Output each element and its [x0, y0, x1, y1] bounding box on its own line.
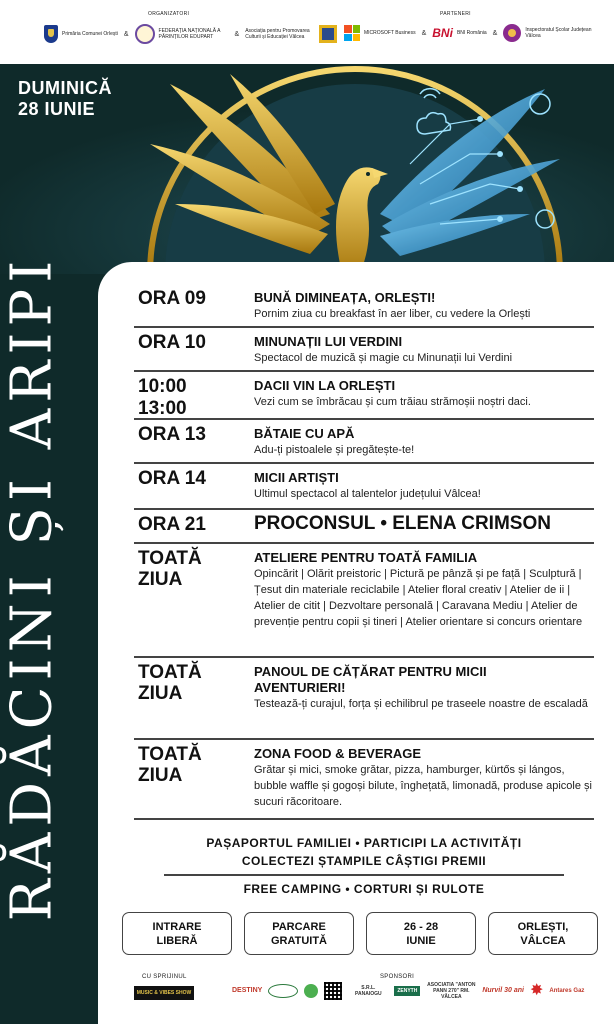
schedule-row — [134, 544, 594, 658]
star-icon: ✸ — [529, 982, 544, 999]
row-time: ORA 10 — [138, 332, 206, 353]
partner-name: BNI România — [456, 30, 487, 36]
schedule-row — [134, 740, 594, 820]
partner-name: MICROSOFT Business — [364, 30, 416, 36]
support-label: CU SPRIJINUL — [142, 974, 187, 980]
organizer-name: Primăria Comunei Orlești — [62, 31, 118, 37]
row-desc: Pornim ziua cu breakfast în aer liber, cu vedere la Orlești — [254, 308, 531, 320]
row-time: 10:00 13:00 — [138, 376, 187, 419]
info-box-dates: 26 - 28 IUNIE — [366, 912, 476, 955]
row-time: TOATĂ ZIUA — [138, 548, 202, 590]
isj-icon — [503, 24, 521, 42]
promo-line: COLECTEZI ȘTAMPILE CÂȘTIGI PREMII — [241, 854, 487, 868]
row-time: ORA 09 — [138, 288, 206, 309]
ampersand: & — [123, 30, 129, 38]
partners-label: PARTENERI — [440, 11, 471, 17]
row-desc: Adu-ți pistoalele și pregătește-te! — [254, 444, 415, 456]
sponsor-anton-pann-logo: ASOCIATIA "ANTON PANN 270" RM. VÂLCEA — [427, 982, 476, 1000]
partner-bni — [432, 26, 486, 40]
promo-line: PAȘAPORTUL FAMILIEI • PARTICIPI LA ACTIVITĂȚI — [206, 836, 522, 850]
sponsor-eco-logo — [304, 984, 318, 998]
row-title: DACII VIN LA ORLEȘTI — [254, 378, 396, 393]
partners-row — [344, 24, 595, 42]
organizer-apcev — [245, 25, 337, 43]
sponsor-antares-logo: Antares Gaz — [549, 988, 585, 994]
ampersand: & — [492, 29, 498, 37]
row-title: BĂTAIE CU APĂ — [254, 426, 355, 441]
sponsor-zenyth-logo: ZENYTH — [394, 986, 420, 996]
schedule-row — [134, 372, 594, 420]
hero-banner — [0, 64, 614, 274]
partner-isj — [503, 24, 595, 42]
row-title: ZONA FOOD & BEVERAGE — [254, 746, 422, 761]
program-card — [98, 262, 614, 1024]
partner-microsoft — [344, 25, 416, 41]
ampersand: & — [421, 29, 427, 37]
info-boxes — [122, 912, 598, 955]
organizer-edupart — [135, 24, 229, 44]
row-time: ORA 13 — [138, 424, 206, 445]
sponsor-destiny-logo: DESTINY — [232, 987, 263, 994]
row-title: MINUNAȚII LUI VERDINI — [254, 334, 403, 349]
sponsor-nurvil-logo: Nurvil 30 ani — [482, 987, 524, 994]
promo-block — [134, 834, 594, 898]
organizer-name: FEDERAȚIA NAȚIONALĂ A PĂRINȚILOR EDUPART — [158, 28, 221, 40]
qr-code-icon — [324, 982, 342, 1000]
sponsor-oval-logo — [268, 984, 298, 998]
row-title: PROCONSUL • ELENA CRIMSON — [254, 513, 551, 534]
event-date: 28 IUNIE — [18, 99, 96, 119]
info-box-entry: INTRARE LIBERĂ — [122, 912, 232, 955]
info-box-location: ORLEȘTI, VÂLCEA — [488, 912, 598, 955]
event-title: RĂDĂCINI ȘI ARIPI — [0, 254, 65, 922]
row-title: MICII ARTIȘTI — [254, 470, 339, 485]
row-time: TOATĂ ZIUA — [138, 662, 202, 704]
organizers-label: ORGANIZATORI — [148, 11, 190, 17]
edupart-ring-icon — [135, 24, 155, 44]
schedule-row — [134, 328, 594, 372]
sponsor-logos — [232, 982, 584, 1000]
row-title: ATELIERE PENTRU TOATĂ FAMILIA — [254, 550, 478, 565]
event-day: DUMINICĂ — [18, 78, 112, 98]
row-time: ORA 21 — [138, 514, 206, 535]
organizer-primaria — [44, 25, 118, 43]
bni-icon: BNi — [432, 26, 453, 40]
schedule-row — [134, 420, 594, 464]
schedule-row — [134, 284, 594, 328]
promo-line: FREE CAMPING • CORTURI ȘI RULOTE — [243, 882, 485, 896]
schedule-row-headliner — [134, 510, 594, 544]
row-title: PANOUL DE CĂȚĂRAT PENTRU MICII AVENTURIERI! — [254, 664, 487, 695]
schedule-list — [134, 284, 594, 820]
apcev-square-icon — [319, 25, 337, 43]
sponsors-label: SPONSORI — [380, 974, 415, 980]
ampersand: & — [234, 30, 240, 38]
organizer-name: Asociația pentru Promovarea Culturii și Educației Vâlcea — [245, 28, 310, 40]
row-desc: Vezi cum se îmbrăcau și cum trăiau strămoșii noștri daci. — [254, 396, 531, 408]
organizers-row — [44, 24, 337, 44]
top-logo-bar — [0, 0, 614, 64]
music-vibes-logo: MUSIC & VIBES SHOW — [134, 986, 194, 1000]
row-desc: Testează-ți curajul, forța și echilibrul pe traseele noastre de escaladă — [254, 698, 588, 710]
row-desc: Spectacol de muzică și magie cu Minunații lui Verdini — [254, 352, 513, 364]
microsoft-icon — [344, 25, 360, 41]
row-desc: Grătar și mici, smoke grătar, pizza, hamburger, kürtős și lángos, bubble waffle și gogoși bilute, înghețată, limonadă, produse apicole și sucuri răcoritoare. — [254, 764, 592, 808]
sponsors-footer — [98, 968, 614, 1024]
divider — [164, 874, 564, 876]
sponsor-panaiogu-logo: S.R.L. PANAIOGU — [355, 985, 382, 997]
schedule-row — [134, 658, 594, 740]
row-time: TOATĂ ZIUA — [138, 744, 202, 786]
row-time: ORA 14 — [138, 468, 206, 489]
schedule-row — [134, 464, 594, 510]
row-title: BUNĂ DIMINEAȚA, ORLEȘTI! — [254, 290, 436, 305]
partner-name: Inspectoratul Școlar Județean Vâlcea — [525, 27, 592, 39]
row-desc: Ultimul spectacol al talentelor județului Vâlcea! — [254, 488, 481, 500]
info-box-parking: PARCARE GRATUITĂ — [244, 912, 354, 955]
crest-icon — [44, 25, 58, 43]
row-desc: Opincărit | Olărit preistoric | Pictură pe pânză și pe față | Sculptură | Țesut din materiale reciclabile | Atelier floral creativ | Atelier de ii | Atelier de citit | Dezvoltare personală | Caravana Mediu | Atelier de prevenție pentru copii și tineri | Atelier orientare si concurs orientare — [254, 568, 583, 628]
